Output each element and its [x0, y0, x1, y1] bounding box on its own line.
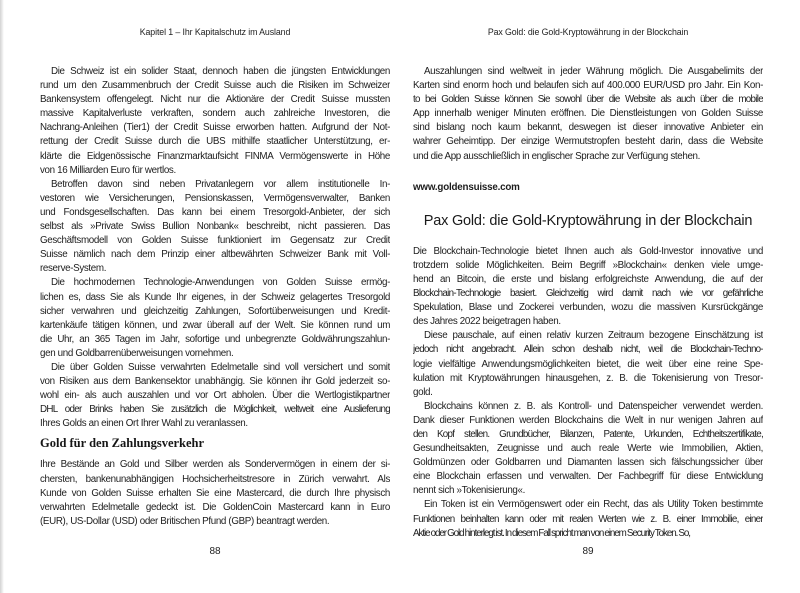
- text-line: Spekulation, Blase und Zockerei verbunden, wozu die massiven Kursrückgänge: [413, 302, 763, 314]
- text-line: sicher verwahren und gleichzeitig Zahlungen, Sofortüberweisungen und Kredit-: [40, 305, 390, 317]
- text-line: massive Kapitalverluste verkraften, sondern auch zahlreiche Investoren, die: [40, 108, 390, 120]
- text-line: selbst als »Private Swiss Bullion Nonbank« beschreibt, nicht passieren. Das: [40, 221, 390, 233]
- text-line: Nachrang-Anleihen (Tier1) der Credit Suisse erworben hatten. Aufgrund der Not-: [40, 122, 390, 134]
- text-line: gold.: [413, 386, 433, 398]
- text-line: von 16 Milliarden Euro für wertlos.: [40, 164, 176, 176]
- running-head-right: Pax Gold: die Gold-Kryptowährung in der Blockchain: [487, 27, 689, 37]
- text-line: Diese pauschale, auf einen relativ kurzen Zeitraum bezogene Einschätzung ist: [424, 330, 763, 342]
- text-line: reserve-System.: [40, 263, 107, 275]
- text-line: logie vielfältige Anwendungsmöglichkeiten bietet, die weit über eine reine Spe-: [413, 358, 763, 370]
- text-line: Auszahlungen sind weltweit in jeder Währung möglich. Die Ausgabelimits der: [424, 66, 763, 77]
- text-line: nennt sich »Tokenisierung«.: [413, 485, 526, 497]
- text-line: Suisse nämlich nach dem Prinzip einer altbewährten Schweizer Bank mit Voll-: [40, 249, 390, 261]
- page-number-left: 88: [209, 546, 221, 557]
- subheading: Gold für den Zahlungsverkehr: [40, 436, 205, 451]
- text-line: wahrer Geheimtipp. Der einzige Wermutstropfen besteht darin, dass die Website: [413, 136, 763, 148]
- text-line: kartenkäufe tätigen können, und zwar überall auf der Welt. Sie können rund um: [40, 319, 390, 331]
- paragraph: [413, 65, 763, 164]
- text-line: Geschäftsmodell von Golden Suisse funktioniert im Gegensatz zur Credit: [40, 235, 390, 247]
- text-line: Die über Golden Suisse verwahrten Edelmetalle sind voll versichert und somit: [51, 361, 390, 373]
- text-line: (EUR), US-Dollar (USD) oder Britischen Pfund (GBP) beantragt werden.: [40, 515, 330, 527]
- text-line: die Uhr, an 365 Tagen im Jahr, sofortige und unbegrenzte Goldwährungszahlun-: [40, 333, 390, 345]
- text-line: vestoren wie Versicherungen, Pensionskassen, Vermögensverwalter, Banken: [40, 192, 390, 204]
- text-line: Die Blockchain-Technologie bietet Ihnen auch als Gold-Investor innovative und: [413, 245, 763, 257]
- text-line: trotzdem solide Möglichkeiten. Beim Begriff »Blockchain« denken viele umge-: [413, 259, 763, 271]
- page-number-right: 89: [582, 546, 594, 557]
- text-line: Kunde von Golden Suisse erhalten Sie eine Mastercard, die durch Ihre physisch: [40, 487, 390, 499]
- text-line: Aktie oder Gold hinterlegt ist. In diesem Fall spricht man von einem Security Token. So,: [413, 527, 690, 539]
- text-line: App innerhalb weniger Minuten eröffnen. Die Dienstleistungen von Golden Suisse: [413, 108, 763, 120]
- text-line: Ihre Bestände an Gold und Silber werden als Sondervermögen in einem der si-: [40, 459, 390, 471]
- text-line: gen und Goldbarrenüberweisungen vornehmen.: [40, 347, 234, 359]
- text-line: Bankensystem offengelegt. Nicht nur die Aktionäre der Credit Suisse mussten: [40, 94, 390, 106]
- text-line: hend an Bitcoin, die erste und bislang erfolgreichste Anwendung, die auf der: [413, 273, 763, 285]
- text-line: Blockchains können z. B. als Kontroll- und Datenspeicher verwendet werden.: [424, 400, 763, 412]
- text-line: Funktionen beinhalten kann oder mit realen Werten wie z. B. einer Immobilie, einer: [413, 513, 763, 525]
- text-line: von Risiken aus dem Bankensektor unabhängig. Sie können ihr Gold jederzeit so-: [40, 376, 390, 388]
- text-line: Betroffen davon sind neben Privatanlegern vor allem institutionelle In-: [51, 178, 390, 190]
- text-line: Ihres Golds an einen Ort Ihrer Wahl zu veranlassen.: [40, 418, 248, 430]
- text-line: Gesundheitsakten, Zeugnisse und auch reale Werte wie Immobilien, Aktien,: [413, 443, 763, 455]
- text-line: Die hochmodernen Technologie-Anwendungen von Golden Suisse ermög-: [51, 277, 390, 289]
- text-line: jedoch nicht angebracht. Allein schon deshalb nicht, weil die Blockchain-Techno-: [413, 344, 763, 356]
- text-line: kulation mit Kryptowährungen hinausgehen, z. B. die Tokenisierung von Tresor-: [413, 372, 763, 384]
- text-line: Die Schweiz ist ein solider Staat, dennoch haben die jüngsten Entwicklungen: [51, 66, 390, 77]
- paragraph: [413, 400, 763, 499]
- text-line: Ein Token ist ein Vermögenswert oder ein Recht, das als Utility Token bestimmte: [424, 499, 763, 511]
- text-line: wohl ein- als auch auszahlen und vor Ort abholen. Über die Wertlogistikpartner: [40, 390, 390, 402]
- text-line: lichen es, dass Sie als Kunde Ihr eigenes, in der Schweiz gelagertes Tresorgold: [40, 291, 390, 303]
- text-line: und Fondsgesellschaften. Das kann bei einem Tresorgold-Anbieter, der sich: [40, 206, 390, 218]
- running-head-left: Kapitel 1 – Ihr Kapitalschutz im Ausland: [139, 27, 291, 37]
- text-line: eine Blockchain erfassen und verwalten. Der Fachbegriff für diese Entwicklung: [413, 471, 763, 483]
- text-line: Dank dieser Funktionen werden Blockchains die Welt in nur wenigen Jahren auf: [413, 414, 763, 426]
- text-line: und die App ausschließlich in englischer Sprache zur Verfügung stehen.: [413, 150, 701, 162]
- text-line: den Kopf stellen. Grundbücher, Bilanzen, Patente, Urkunden, Echtheitszertifikate,: [413, 428, 763, 440]
- text-line: to bei Golden Suisse können Sie sowohl über die Website als auch über die mobile: [413, 94, 763, 106]
- text-line: Karten sind enorm hoch und belaufen sich auf 400.000 EUR/USD pro Jahr. Ein Kon-: [413, 80, 763, 92]
- text-line: DHL oder Brinks haben Sie zusätzlich die Möglichkeit, weltweit eine Auslieferung: [40, 404, 390, 416]
- text-line: verwahrten Edelmetalle gedeckt ist. Die GoldenCoin Mastercard kann in Euro: [40, 501, 390, 513]
- text-line: Blockchain-Technologie basiert. Gleichzeitig wird damit nach wie vor gefährliche: [413, 288, 763, 300]
- text-line: des Jahres 2022 beigetragen haben.: [413, 316, 561, 328]
- paragraph: [413, 245, 763, 330]
- paragraph: [413, 329, 763, 399]
- url: www.goldensuisse.com: [413, 181, 520, 193]
- text-line: Goldmünzen oder Goldbarren und Diamanten lassen sich fälschungssicher über: [413, 457, 763, 469]
- text-line: chersten, bankenunabhängigen Hochsicherheitstresore in Zürich verwahrt. Als: [40, 473, 390, 485]
- text-line: klärte die Eidgenössische Finanzmarktaufsicht FINMA Vermögenswerte in Höhe: [40, 150, 390, 162]
- text-line: rettung der Credit Suisse durch die UBS mithilfe staatlicher Unterstützung, er-: [40, 136, 390, 148]
- text-line: sind bislang noch kaum bekannt, deswegen ist dieser innovative Anbieter ein: [413, 122, 763, 134]
- right-page-body: [413, 65, 763, 541]
- chapter-heading: Pax Gold: die Gold-Kryptowährung in der Blockchain: [423, 212, 753, 229]
- paragraph: [413, 498, 763, 540]
- text-line: rund um den Zusammenbruch der Credit Suisse auch die Risiken im Schweizer: [40, 80, 390, 92]
